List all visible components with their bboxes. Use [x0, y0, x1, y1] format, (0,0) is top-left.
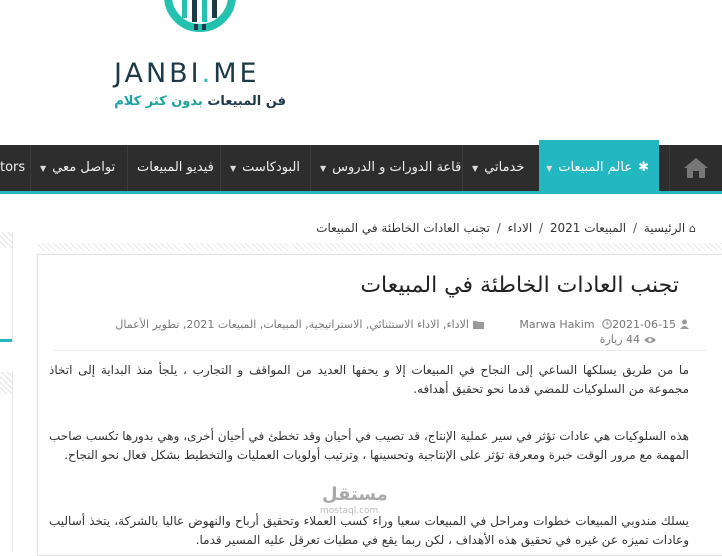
logo-icon[interactable]: [164, 0, 236, 42]
nav-separator: [462, 145, 463, 191]
meta-divider: [54, 350, 706, 351]
meta-views: [600, 333, 656, 347]
nav-separator: [669, 145, 670, 191]
gear-icon: ✱: [638, 160, 649, 175]
breadcrumb-current: تجنب العادات الخاطئة في المبيعات: [316, 221, 490, 235]
nav-item-label: tors: [0, 160, 26, 175]
breadcrumb-separator: /: [538, 221, 544, 235]
logo-name: JANBI: [114, 58, 202, 89]
article-title: تجنب العادات الخاطئة في المبيعات: [360, 273, 679, 298]
site-header: [0, 0, 722, 143]
watermark-logo: مستقل: [322, 484, 388, 505]
nav-item-courses[interactable]: [320, 145, 461, 191]
author-name: Marwa Hakim: [519, 318, 595, 331]
nav-separator: [220, 145, 221, 191]
clock-icon: [602, 319, 612, 332]
breadcrumb-performance[interactable]: الاداء: [507, 221, 533, 235]
nav-item-label: عالم المبيعات: [558, 160, 633, 175]
nav-item-sales-world[interactable]: [539, 140, 659, 191]
article-paragraph: يسلك مندوبي المبيعات خطوات ومراحل في المبيعات سعيا وراء كسب العملاء وتحقيق أرباح والنهوض عاليا بالشركة، يتخذ أساليب وعادات تميزه عن غيره في تحقيق هذه الأهداف ، لكن ربما يقع في مطبات تعرقل عليه المسير قدما.: [49, 514, 689, 547]
breadcrumb: [316, 221, 696, 235]
main-nav: [0, 145, 722, 194]
logo-dot: .: [201, 58, 214, 89]
logo-tld: ME: [213, 58, 260, 89]
chevron-down-icon: ▼: [230, 164, 237, 173]
tagline-main: فن المبيعات: [207, 94, 286, 109]
widget-header-pattern: [0, 232, 12, 248]
nav-separator: [30, 145, 31, 191]
section-divider: [38, 243, 722, 251]
home-small-icon: ⌂: [689, 222, 696, 235]
chevron-down-icon: ▼: [546, 164, 553, 173]
eye-icon: [644, 334, 656, 347]
breadcrumb-sales-2021[interactable]: المبيعات 2021: [549, 221, 627, 235]
logo-tagline: [114, 94, 286, 109]
nav-item-services[interactable]: [472, 145, 524, 191]
nav-separator: [127, 145, 128, 191]
chevron-down-icon: ▼: [472, 164, 479, 173]
home-icon: [683, 157, 709, 179]
widget-accent-bar: [0, 339, 12, 342]
nav-item-tors[interactable]: [0, 145, 25, 191]
nav-item-label: خدماتي: [484, 160, 525, 175]
tagline-accent: بدون كثر كلام: [114, 94, 208, 109]
nav-item-contact[interactable]: [40, 145, 115, 191]
nav-home[interactable]: [670, 145, 722, 191]
watermark-url: mostaql.com: [320, 506, 379, 516]
nav-separator: [310, 145, 311, 191]
article-paragraph: ما من طريق يسلكها الساعي إلى النجاح في المبيعات إلا و يحفها العديد من المواقف و التجارب ، يلجأ منذ البداية إلى اتخاذ مجموعة من السلوكيات للمضي قدما نحو تحقيق أهدافه.: [49, 363, 689, 396]
meta-categories[interactable]: [115, 318, 483, 331]
nav-item-label: قاعة الدورات و الدروس: [332, 160, 462, 175]
view-count: 44 زيارة: [599, 333, 640, 346]
nav-item-label: البودكاست: [242, 160, 300, 175]
breadcrumb-separator: /: [632, 221, 638, 235]
logo-wordmark[interactable]: [114, 58, 260, 89]
nav-item-sales-video[interactable]: [137, 145, 214, 191]
chevron-down-icon: ▼: [320, 164, 327, 173]
sidebar-widget: [0, 372, 13, 552]
article-card: [37, 254, 722, 556]
post-date: 2021-06-15: [612, 318, 676, 331]
breadcrumb-home[interactable]: الرئيسية: [643, 221, 686, 235]
chevron-down-icon: ▼: [40, 164, 47, 173]
nav-item-podcast[interactable]: [230, 145, 300, 191]
article-paragraph: هذه السلوكيات هي عادات تؤثر في سير عملية الإنتاج، قد تصيب في أحيان وقد تخطئ في أحيان أخرى، وهي بدورها تكسب صاحب المهمة مع مرور الوقت خبرة ومعرفة تؤثر على الإنتاجية وتحسينها ، وترتيب أولويات العمليات والتخطيط بشكل فعال نحو النجاح.: [49, 429, 689, 462]
widget-header-pattern: [0, 372, 12, 394]
nav-item-label: فيديو المبيعات: [137, 160, 214, 175]
breadcrumb-separator: /: [496, 221, 501, 235]
category-list: الاداء, الاداء الاستثنائي, الاستراتيجية, المبيعات, المبيعات 2021, تطوير الأعمال: [115, 318, 469, 331]
sidebar-widget: [0, 232, 13, 342]
article-meta: [99, 318, 689, 332]
nav-item-label: تواصل معي: [52, 160, 116, 175]
folder-icon: [473, 319, 484, 332]
user-icon: [680, 319, 689, 332]
